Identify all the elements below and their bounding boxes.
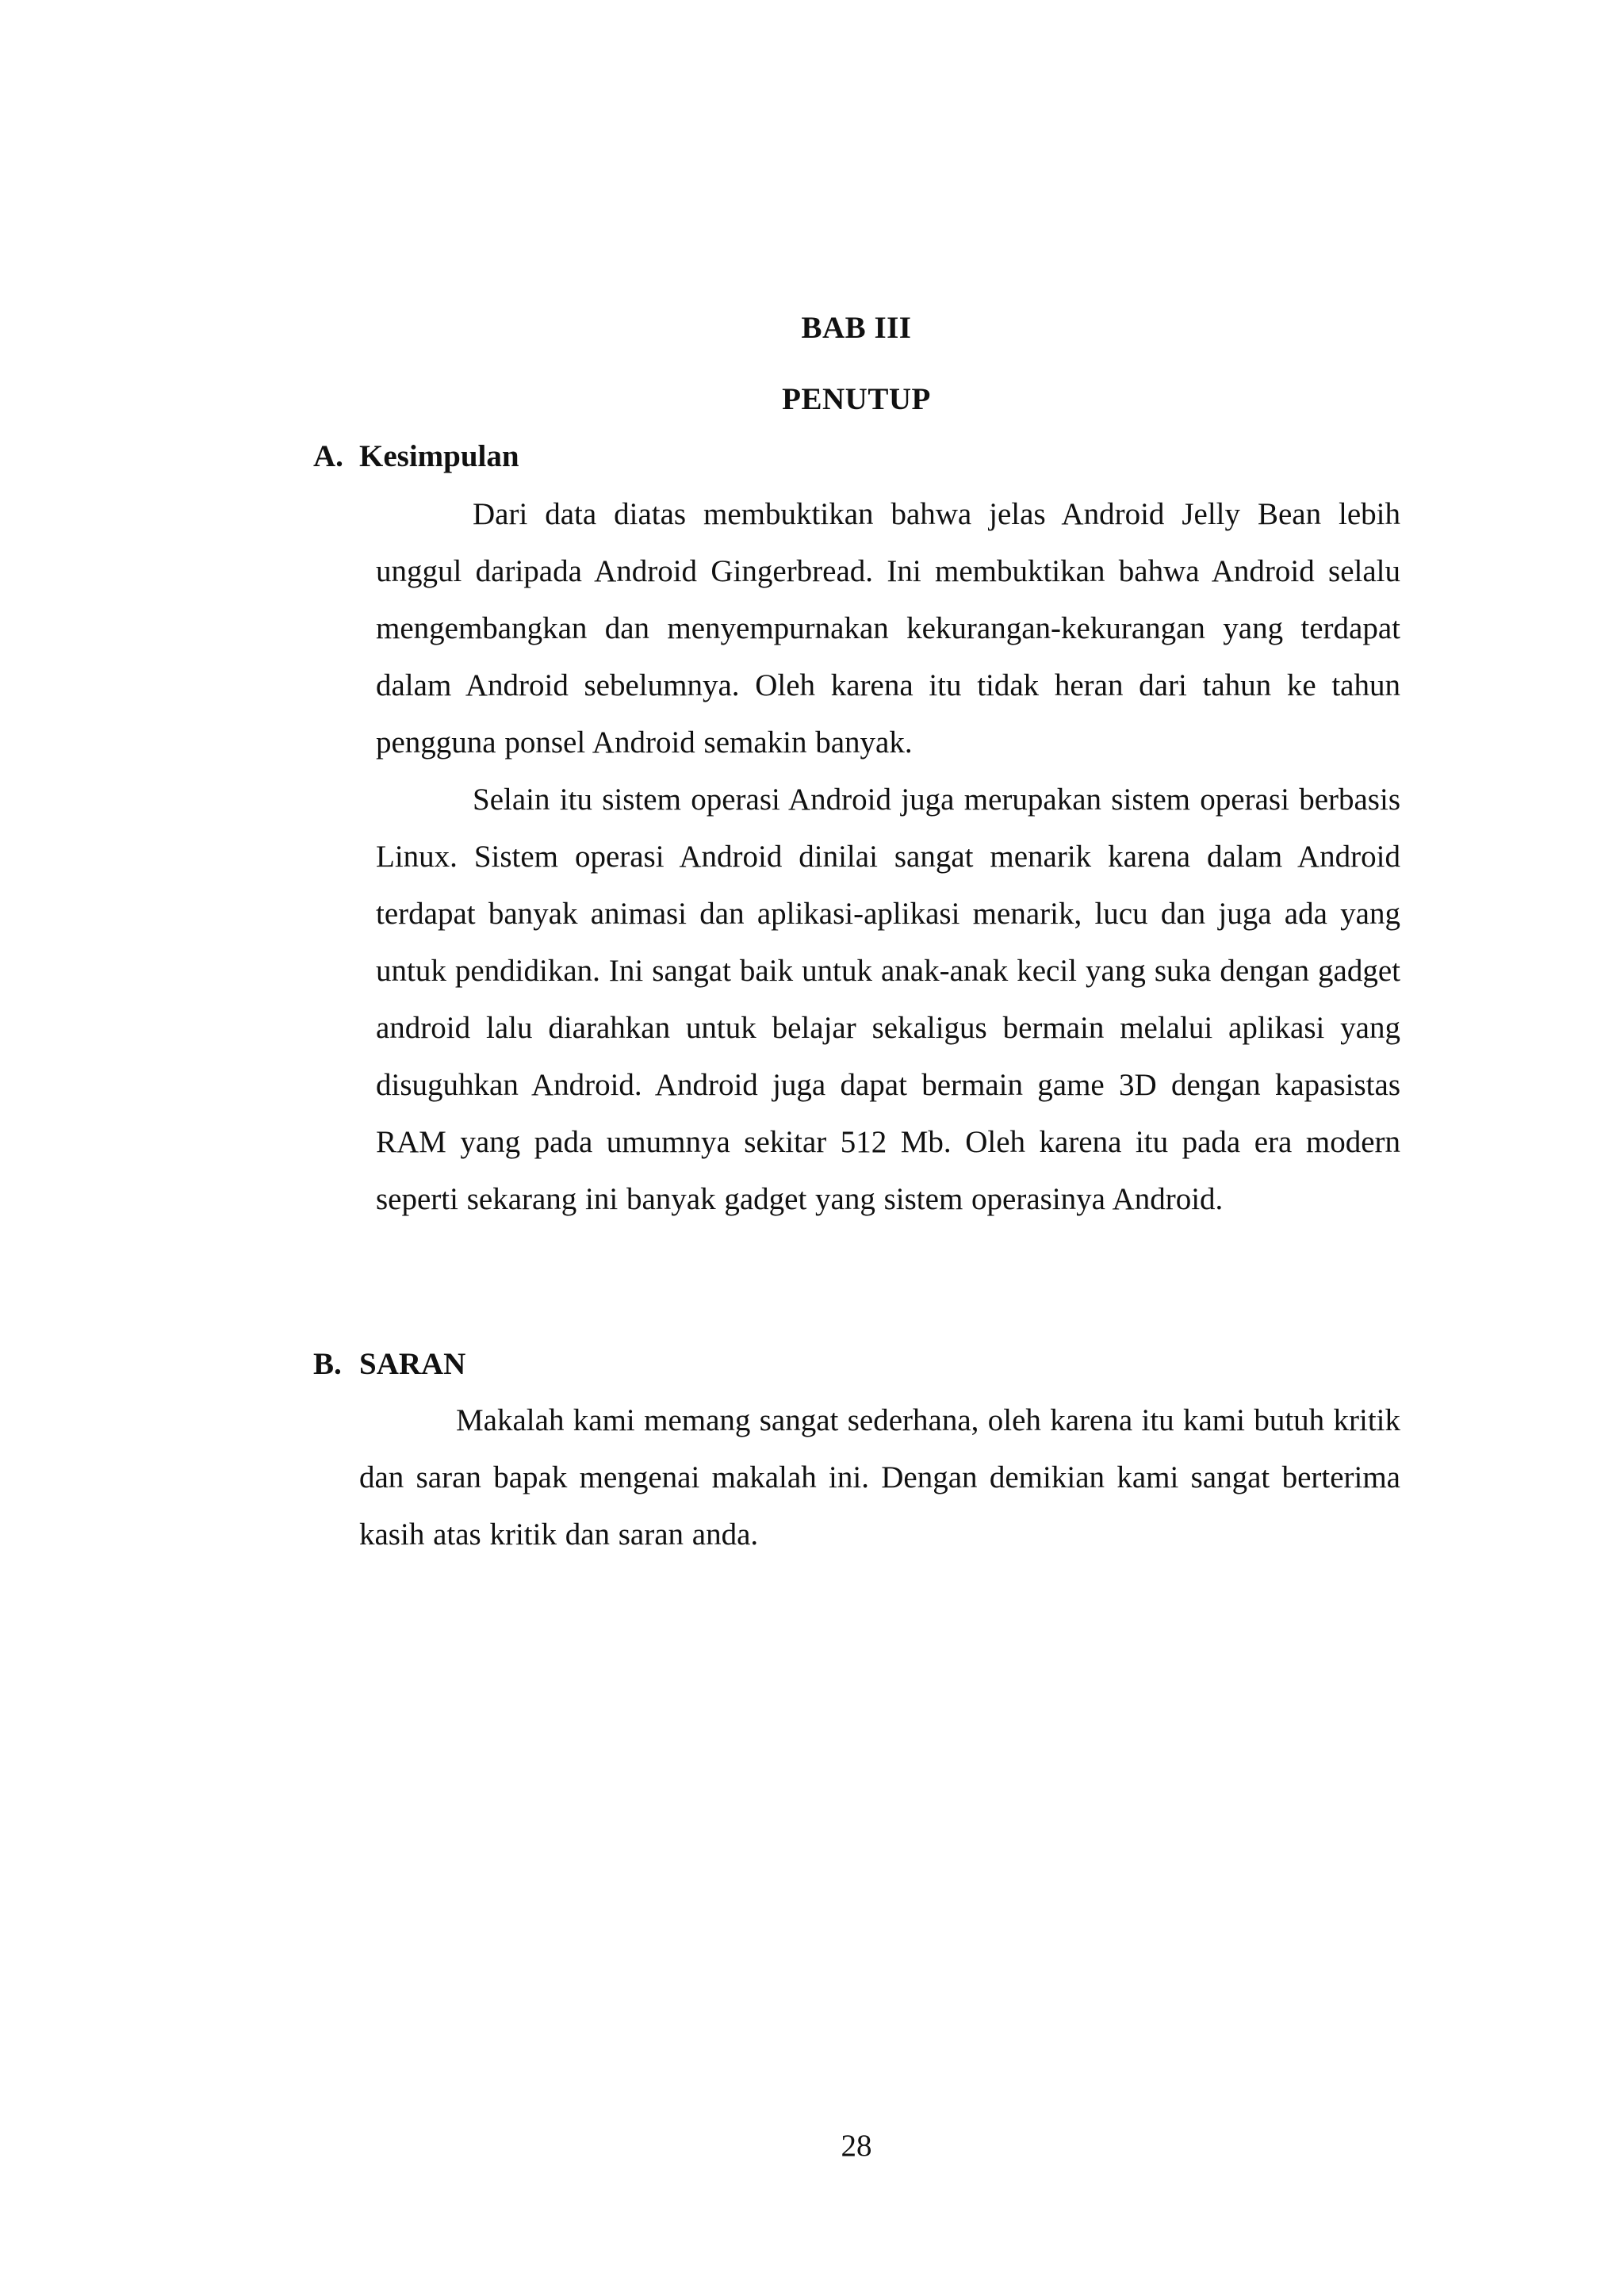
section-letter: B.	[313, 1347, 342, 1381]
chapter-label: BAB III	[801, 311, 912, 345]
paragraph: Makalah kami memang sangat sederhana, oleh karena itu kami butuh kritik dan saran bapak mengenai makalah ini. Dengan demikian kami sangat berterima kasih atas kritik dan saran anda.	[359, 1403, 1400, 1552]
page-number: 28	[841, 2129, 872, 2163]
section-body-saran	[359, 1392, 1400, 1563]
section-heading-saran	[313, 1345, 465, 1383]
section-title: SARAN	[359, 1347, 466, 1381]
section-body-kesimpulan	[376, 486, 1400, 1228]
section-title: Kesimpulan	[359, 439, 519, 473]
paragraph: Selain itu sistem operasi Android juga merupakan sistem operasi berbasis Linux. Sistem operasi Android dinilai sangat menarik karena dalam Android terdapat banyak animasi dan aplikasi-aplikasi menarik, lucu dan juga ada yang untuk pendidikan. Ini sangat baik untuk anak-anak kecil yang suka dengan gadget android lalu diarahkan untuk belajar sekaligus bermain melalui aplikasi yang disuguhkan Android. Android juga dapat bermain game 3D dengan kapasistas RAM yang pada umumnya sekitar 512 Mb. Oleh karena itu pada era modern seperti sekarang ini banyak gadget yang sistem operasinya Android.	[376, 783, 1400, 1216]
section-heading-kesimpulan	[313, 438, 519, 476]
chapter-title: PENUTUP	[782, 382, 931, 416]
paragraph: Dari data diatas membuktikan bahwa jelas Android Jelly Bean lebih unggul daripada Android Gingerbread. Ini membuktikan bahwa Android selalu mengembangkan dan menyempurnakan kekurangan-kekurangan yang terdapat dalam Android sebelumnya. Oleh karena itu tidak heran dari tahun ke tahun pengguna ponsel Android semakin banyak.	[376, 497, 1400, 760]
section-letter: A.	[313, 439, 343, 473]
